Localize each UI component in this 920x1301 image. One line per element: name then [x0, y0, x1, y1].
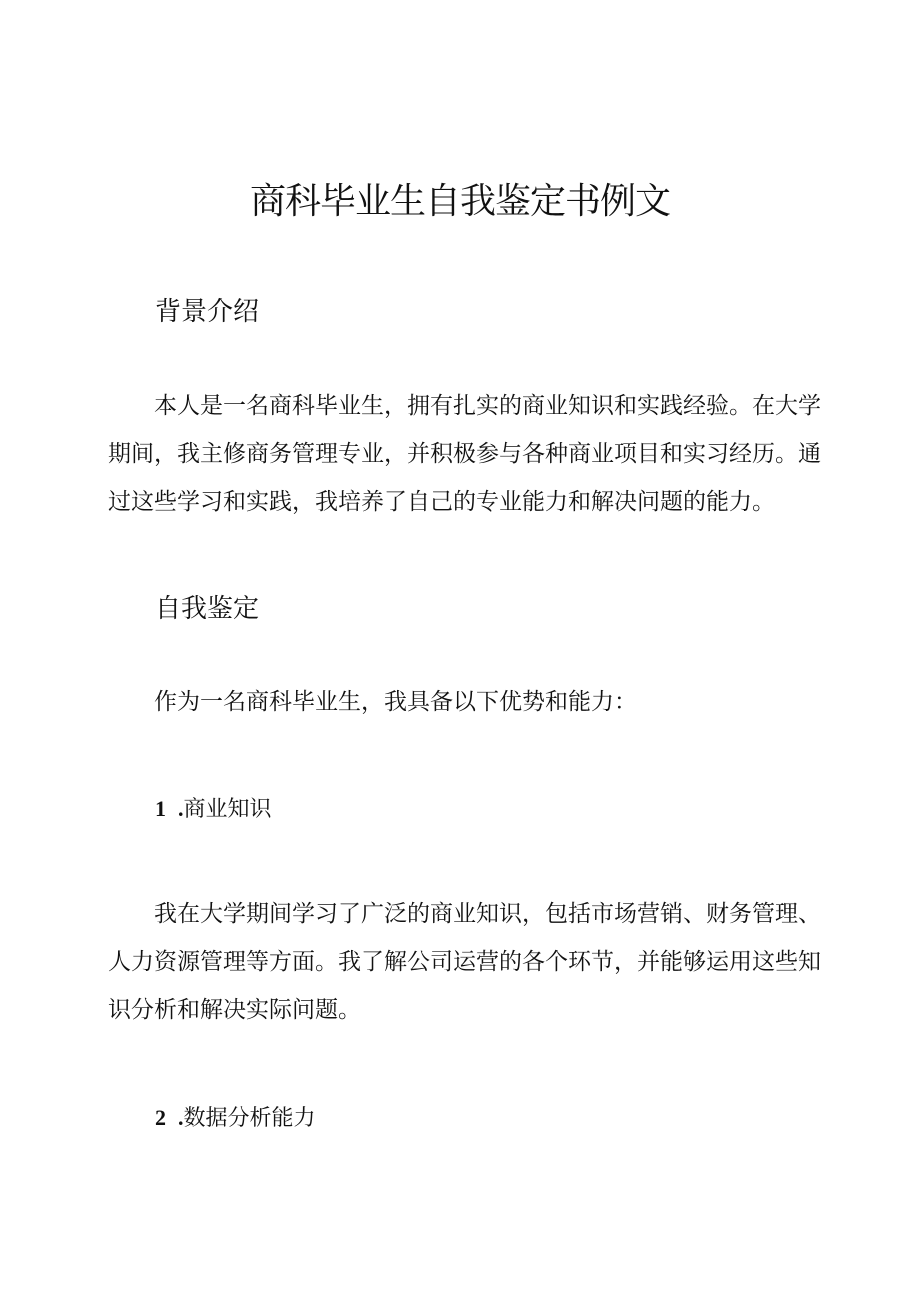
document-title: 商科毕业生自我鉴定书例文 [249, 181, 670, 222]
section-heading-self-assessment: 自我鉴定 [155, 594, 260, 624]
list-item-paragraph-1: 我在大学期间学习了广泛的商业知识，包括市场营销、财务管理、人力资源管理等方面。我了解公司运营的各个环节，并能够运用这些知识分析和解决实际问题。 [108, 901, 821, 1023]
list-item-heading-1: 1 . 商业知识 [155, 794, 272, 825]
list-item-title: 数据分析能力 [183, 1106, 316, 1131]
list-item-number: 1 [155, 796, 166, 821]
list-item-title: 商业知识 [183, 797, 272, 822]
list-item-number: 2 [155, 1105, 166, 1130]
background-paragraph: 本人是一名商科毕业生，拥有扎实的商业知识和实践经验。在大学期间，我主修商务管理专业，并积极参与各种商业项目和实习经历。通过这些学习和实践，我培养了自己的专业能力和解决问题的能力。 [108, 393, 821, 515]
section-heading-background: 背景介绍 [155, 297, 260, 327]
list-item-heading-2: 2 . 数据分析能力 [155, 1103, 316, 1134]
self-assessment-intro: 作为一名商科毕业生，我具备以下优势和能力： [154, 689, 637, 715]
